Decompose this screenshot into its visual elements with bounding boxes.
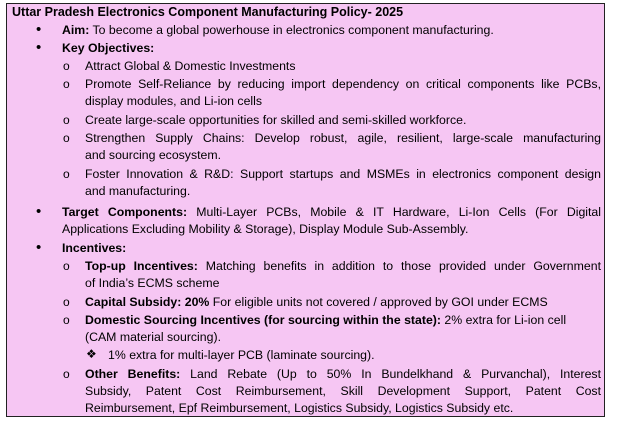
- circle-bullet-icon: o: [63, 59, 70, 73]
- domestic-sourcing-label: Domestic Sourcing Incentives (for sourcing within the state):: [85, 313, 441, 327]
- other-benefits-text: Land Rebate (Up to 50% In Bundelkhand & Purvanchal), Interest: [180, 367, 601, 381]
- other-benefits-continued: Subsidy, Patent Cost Reimbursement, Skill Development Support, Patent Cost: [85, 384, 601, 398]
- circle-bullet-icon: o: [63, 295, 70, 309]
- document-title: Uttar Pradesh Electronics Component Manufacturing Policy- 2025: [12, 5, 404, 19]
- incentives-label: Incentives:: [62, 241, 127, 255]
- topup-text: Matching benefits in addition to those provided under Government: [197, 259, 601, 273]
- target-components-continued: Applications Excluding Mobility & Storage), Display Module Sub-Assembly.: [62, 222, 469, 236]
- objective-item-continued: and sourcing ecosystem.: [85, 148, 222, 162]
- circle-bullet-icon: o: [63, 113, 70, 127]
- domestic-sourcing-text: 2% extra for Li-ion cell: [440, 313, 567, 327]
- objective-item: Strengthen Supply Chains: Develop robust, agile, resilient, large-scale manufacturing: [85, 131, 601, 145]
- bullet-icon: •: [36, 239, 42, 256]
- domestic-sourcing-continued: (CAM material sourcing).: [85, 330, 221, 344]
- objective-item: Promote Self-Reliance by reducing import dependency on critical components like PCBs,: [85, 77, 601, 91]
- circle-bullet-icon: o: [63, 77, 70, 91]
- objective-item: Foster Innovation & R&D: Support startups and MSMEs in electronics component design: [85, 167, 601, 181]
- objective-item-continued: display modules, and Li-ion cells: [85, 94, 263, 108]
- topup-label: Top-up Incentives:: [85, 259, 198, 273]
- domestic-sourcing-item: [85, 312, 566, 330]
- circle-bullet-icon: o: [63, 259, 70, 273]
- target-components-item: [62, 204, 601, 222]
- other-benefits-continued: Reimbursement, Epf Reimbursement, Logistics Subsidy, Logistics Subsidy etc.: [85, 401, 514, 415]
- capital-subsidy-label: Capital Subsidy: 20%: [85, 295, 210, 309]
- circle-bullet-icon: o: [63, 313, 70, 327]
- objective-item-continued: and manufacturing.: [85, 184, 191, 198]
- bullet-icon: •: [36, 39, 42, 56]
- aim-text: To become a global powerhouse in electronics component manufacturing.: [89, 23, 494, 37]
- topup-continued: of India’s ECMS scheme: [85, 276, 220, 290]
- circle-bullet-icon: o: [63, 131, 70, 145]
- diamond-bullet-icon: ❖: [86, 347, 97, 361]
- other-benefits-item: [85, 366, 601, 384]
- circle-bullet-icon: o: [63, 167, 70, 181]
- other-benefits-label: Other Benefits:: [85, 367, 181, 381]
- target-components-label: Target Components:: [62, 205, 188, 219]
- target-components-text: Multi-Layer PCBs, Mobile & IT Hardware, Li-Ion Cells (For Digital: [187, 205, 601, 219]
- capital-subsidy-item: [85, 294, 548, 312]
- bullet-icon: •: [36, 21, 42, 38]
- aim-item: [62, 22, 494, 40]
- key-objectives-label: Key Objectives:: [62, 41, 155, 55]
- objective-item: Attract Global & Domestic Investments: [85, 59, 296, 73]
- capital-subsidy-text: For eligible units not covered / approved by GOI under ECMS: [209, 295, 548, 309]
- bullet-icon: •: [36, 203, 42, 220]
- aim-label: Aim:: [62, 23, 90, 37]
- circle-bullet-icon: o: [63, 367, 70, 381]
- topup-item: [85, 258, 601, 276]
- objective-item: Create large-scale opportunities for skilled and semi-skilled workforce.: [85, 113, 467, 127]
- domestic-sourcing-subitem: 1% extra for multi-layer PCB (laminate sourcing).: [108, 348, 375, 362]
